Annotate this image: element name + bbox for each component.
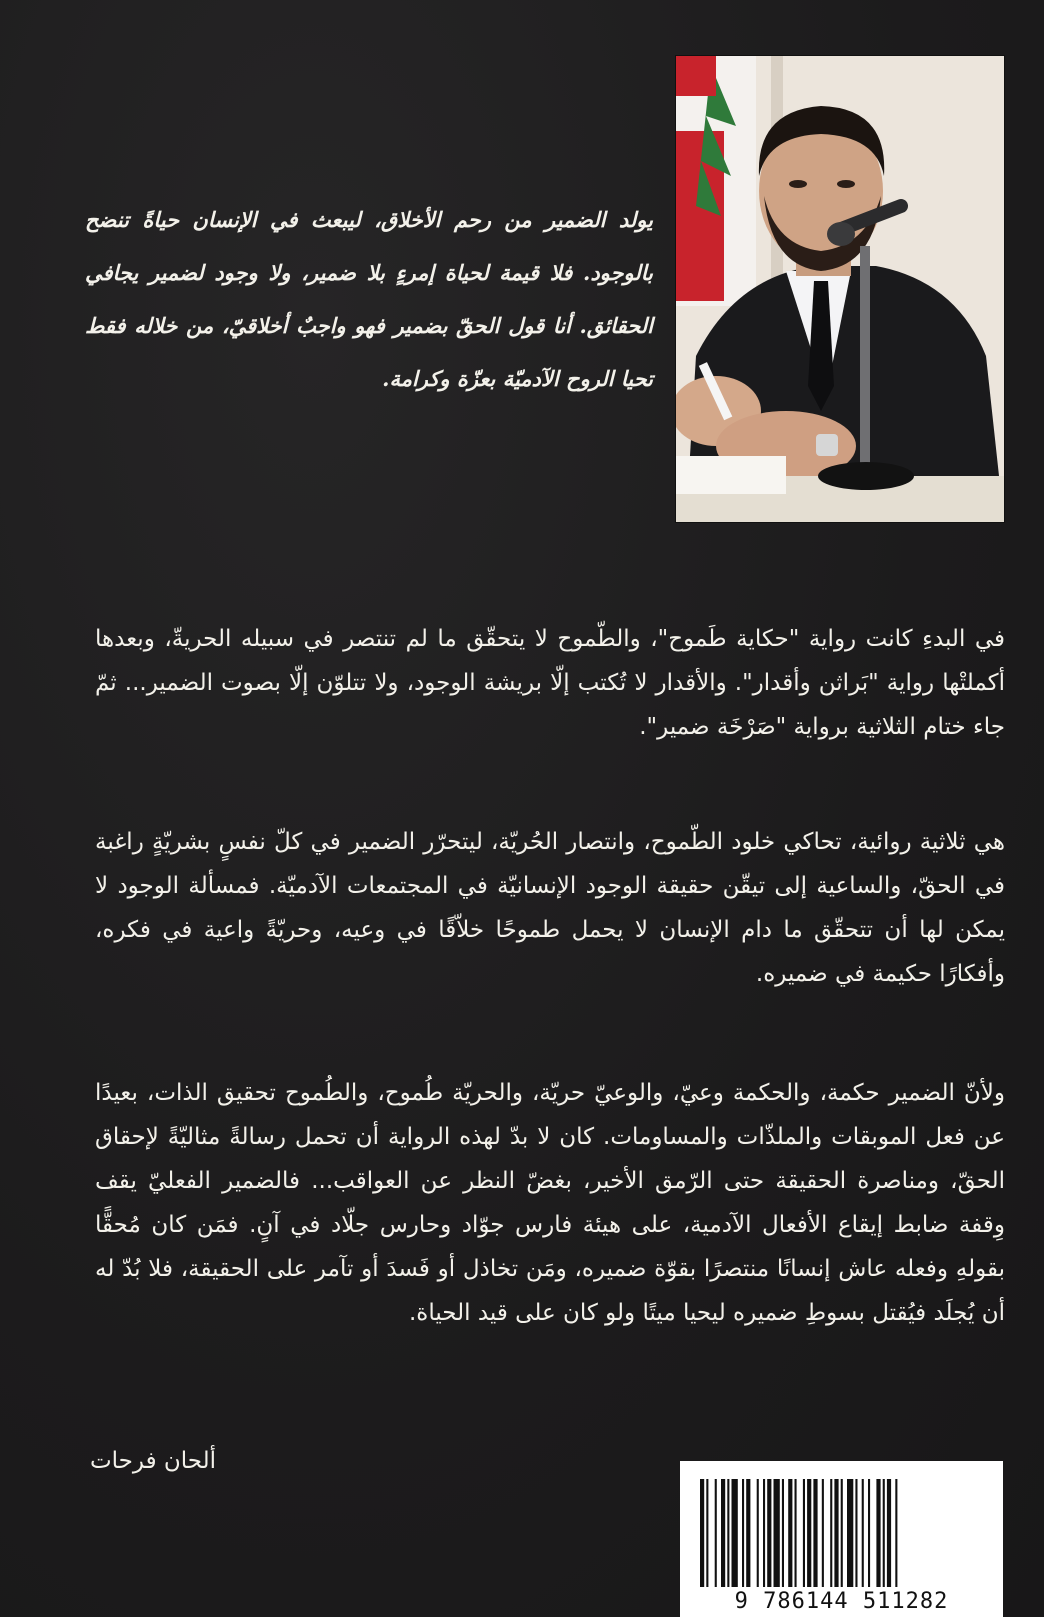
synopsis-paragraph-1: في البدءِ كانت رواية "حكاية طَموح"، والطّموح لا يتحقّق ما لم تنتصر في سبيله الحريةّ، وبعدها أكملتْها رواية "بَراثن وأقدار". والأقدار لا تُكتب إلّا بريشة الوجود، ولا تتلوّن إلّا بصوت الضمير... ثمّ جاء ختام الثلاثية برواية "صَرْخَة ضمير". (95, 626, 1005, 740)
author-photo-illustration (676, 56, 1004, 522)
barcode (680, 1461, 1003, 1617)
synopsis-paragraph-3: ولأنّ الضمير حكمة، والحكمة وعيّ، والوعيّ حريّة، والحريّة طُموح، والطُموح تحقيق الذات، بعيدًا عن فعل الموبقات والملذّات والمساومات. كان لا بدّ لهذه الرواية أن تحمل رسالةً مثاليّةً لإحقاق الحقّ، ومناصرة الحقيقة حتى الرّمق الأخير، بغضّ النظر عن العواقب... فالضمير الفعليّ يقف وِقفة ضابط إيقاع الأفعال الآدمية، على هيئة فارس جوّاد وحارس جلّاد في آنٍ. فمَن كان مُحقًّا بقولهِ وفعله عاش إنسانًا منتصرًا بقوّة ضميره، ومَن تخاذل أو فَسدَ أو تآمر على الحقيقة، فلا بُدّ له أن يُجلَد فيُقتل بسوطِ ضميره ليحيا ميتًا ولو كان على قيد الحياة. (95, 1080, 1005, 1326)
barcode-bars (700, 1479, 983, 1587)
author-photo (675, 55, 1005, 523)
synopsis-paragraph-2: هي ثلاثية روائية، تحاكي خلود الطّموح، وانتصار الحُريّة، ليتحرّر الضمير في كلّ نفسٍ بشريّةٍ راغبة في الحقّ، والساعية إلى تيقّن حقيقة الوجود الإنسانيّة في المجتمعات الآدميّة. فمسألة الوجود لا يمكن لها أن تتحقّق ما دام الإنسان لا يحمل طموحًا خلاّقًا في وعيه، وحريّةً واعية في فكره، وأفكارًا حكيمة في ضميره. (95, 829, 1005, 987)
author-quote: يولد الضمير من رحم الأخلاق، ليبعث في الإنسان حياةً تنضح بالوجود. فلا قيمة لحياة إمرءٍ بلا ضمير، ولا وجود لضمير يجافي الحقائق. أنا قول الحقّ بضمير فهو واجبٌ أخلاقيّ، من خلاله فقط تحيا الروح الآدميّة بعزّة وكرامة. (85, 207, 653, 391)
isbn-number: 9 786144 511282 (734, 1589, 949, 1614)
author-name: ألحان فرحات (90, 1448, 217, 1474)
